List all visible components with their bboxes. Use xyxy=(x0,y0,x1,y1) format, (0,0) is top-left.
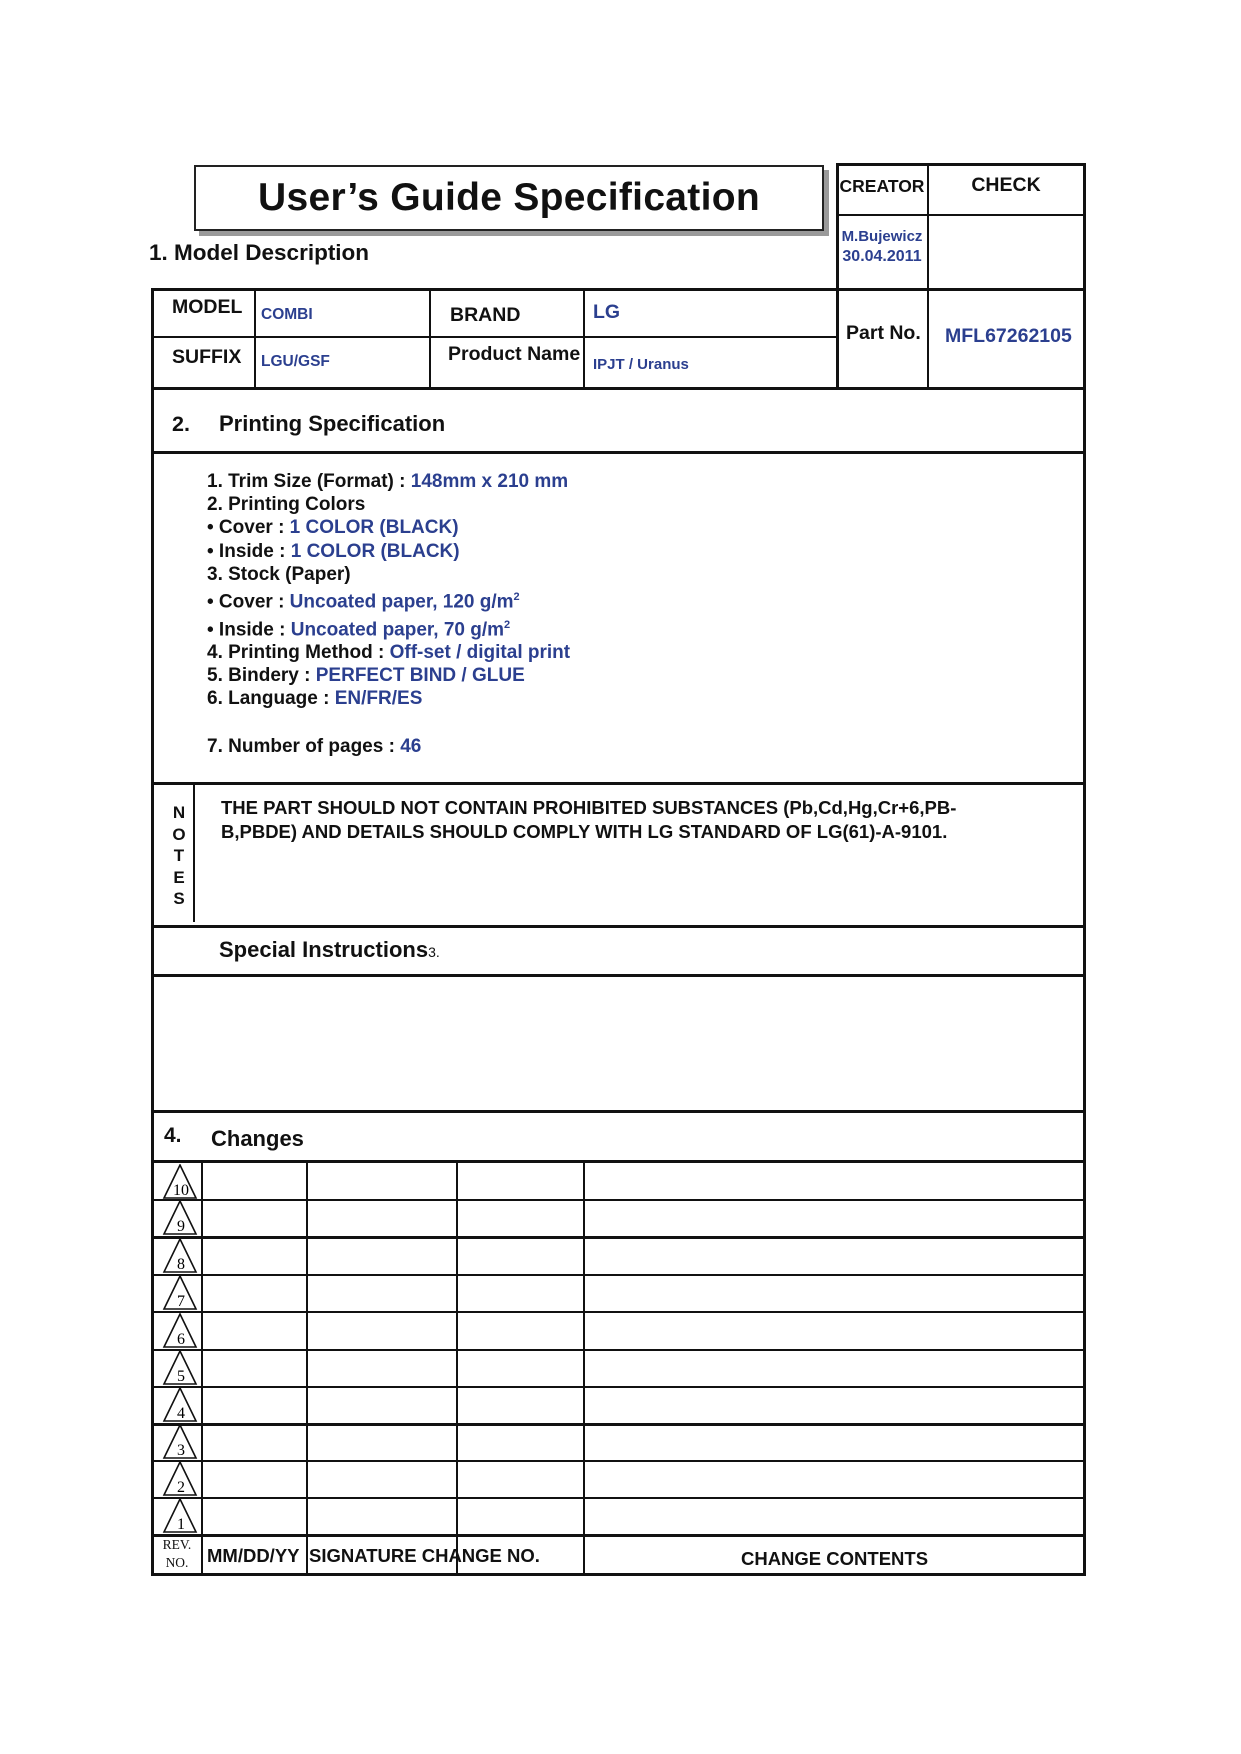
trim-size-line: 1. Trim Size (Format) : 148mm x 210 mm xyxy=(207,471,569,492)
col-contents-label: CHANGE CONTENTS xyxy=(740,1548,929,1569)
creator-label: CREATOR xyxy=(839,176,925,196)
changes-heading: Changes xyxy=(211,1126,304,1151)
bindery-line: 5. Bindery : PERFECT BIND / GLUE xyxy=(207,665,525,687)
brand-label: BRAND xyxy=(450,304,521,326)
rev-triangle-7 xyxy=(162,1275,198,1311)
suffix-value: LGU/GSF xyxy=(261,353,330,370)
cover-stock-line: • Cover : Uncoated paper, 120 $g/m^2$ xyxy=(207,591,520,613)
special-instructions-heading: Special Instructions3. xyxy=(219,937,440,962)
creator-date: 30.04.2011 xyxy=(842,248,922,265)
changes-number: 4. xyxy=(164,1124,182,1147)
brand-value: LG xyxy=(593,301,621,323)
notes-vertical-label: N O T E S xyxy=(172,803,186,908)
pages-line: 7. Number of pages : 46 xyxy=(207,735,422,757)
rev-triangle-2 xyxy=(162,1461,198,1497)
rev-triangle-3 xyxy=(162,1424,198,1460)
rev-triangle-1 xyxy=(162,1498,198,1534)
inside-color-line: • Inside : 1 COLOR (BLACK) xyxy=(207,540,460,562)
svg-text:7: 7 xyxy=(177,1293,185,1310)
svg-text:2: 2 xyxy=(177,1479,185,1496)
product-name-value: IPJT / Uranus xyxy=(593,356,689,373)
svg-text:6: 6 xyxy=(177,1331,185,1348)
creator-name: M.Bujewicz xyxy=(841,228,923,245)
rev-triangle-5 xyxy=(162,1350,198,1386)
rev-no-label: REV. NO. xyxy=(162,1537,192,1570)
rev-triangle-10 xyxy=(162,1164,198,1200)
model-value: COMBI xyxy=(261,306,313,323)
part-no-value: MFL67262105 xyxy=(945,325,1072,347)
svg-text:4: 4 xyxy=(177,1405,185,1422)
notes-text: THE PART SHOULD NOT CONTAIN PROHIBITED SUBSTANCES (Pb,Cd,Hg,Cr+6,PB-B,PBDE) AND DETAILS SHOULD COMPLY WITH LG STANDARD OF LG(61)-A-9101. xyxy=(221,797,957,842)
svg-text:9: 9 xyxy=(177,1218,185,1235)
svg-text:10: 10 xyxy=(173,1182,189,1199)
col-signature-change-label: SIGNATURE CHANGE NO. xyxy=(309,1545,540,1566)
col-date-label: MM/DD/YY xyxy=(207,1545,300,1566)
svg-text:5: 5 xyxy=(177,1368,185,1385)
rev-triangle-6 xyxy=(162,1313,198,1349)
printing-spec-heading: Printing Specification xyxy=(219,411,446,436)
printing-method-line: 4. Printing Method : Off-set / digital print xyxy=(207,642,571,664)
svg-text:3: 3 xyxy=(177,1442,185,1459)
language-line: 6. Language : EN/FR/ES xyxy=(207,688,423,710)
printing-colors-line: 2. Printing Colors xyxy=(207,494,366,516)
page-title: User’s Guide Specification xyxy=(258,176,760,219)
model-description-heading: 1. Model Description xyxy=(149,240,370,265)
suffix-label: SUFFIX xyxy=(172,346,242,368)
svg-text:1: 1 xyxy=(177,1516,185,1533)
rev-triangle-4 xyxy=(162,1387,198,1423)
rev-triangle-8 xyxy=(162,1238,198,1274)
model-label: MODEL xyxy=(172,296,243,318)
cover-color-line: • Cover : 1 COLOR (BLACK) xyxy=(207,517,459,539)
check-label: CHECK xyxy=(971,174,1041,196)
rev-triangle-9 xyxy=(162,1200,198,1236)
svg-text:8: 8 xyxy=(177,1256,185,1273)
printing-spec-list xyxy=(207,470,570,758)
product-name-label: Product Name xyxy=(448,343,581,365)
inside-stock-line: • Inside : Uncoated paper, 70 $g/m^2$ xyxy=(207,618,511,640)
part-no-label: Part No. xyxy=(846,322,921,344)
printing-spec-number: 2. xyxy=(172,412,190,436)
title-box xyxy=(194,165,824,231)
stock-line: 3. Stock (Paper) xyxy=(207,563,351,585)
